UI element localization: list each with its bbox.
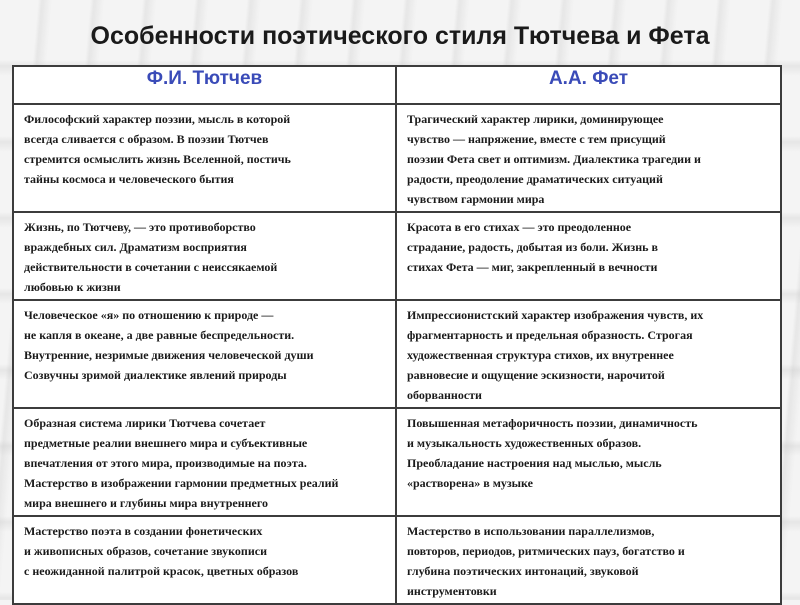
cell-line: Мастерство в использовании параллелизмов, [407, 524, 655, 538]
cell-line: с неожиданной палитрой красок, цветных образов [24, 564, 299, 578]
cell-line: действительности в сочетании с неиссякаемой [24, 260, 278, 274]
table-row [13, 212, 781, 300]
column-header-fet: А.А. Фет [396, 66, 781, 104]
table-row [13, 516, 781, 604]
cell-line: Образная система лирики Тютчева сочетает [24, 416, 266, 430]
cell-line: не капля в океане, а две равные беспредельности. [24, 328, 295, 342]
cell-line: стихах Фета — миг, закрепленный в вечности [407, 260, 658, 274]
cell-line: Преобладание настроения над мыслью, мысль [407, 456, 662, 470]
cell-line: тайны космоса и человеческого бытия [24, 172, 234, 186]
cell-line: глубина поэтических интонаций, звуковой [407, 564, 639, 578]
cell-line: чувством гармонии мира [407, 192, 545, 206]
tyutchev-cell [13, 516, 396, 604]
tyutchev-cell [13, 300, 396, 408]
table-row [13, 408, 781, 516]
cell-line: Импрессионистский характер изображения чувств, их [407, 308, 704, 322]
fet-cell [396, 104, 781, 212]
cell-line: инструментовки [407, 584, 497, 598]
cell-line: и музыкальность художественных образов. [407, 436, 642, 450]
cell-line: художественная структура стихов, их внутреннее [407, 348, 674, 362]
table-row [13, 104, 781, 212]
fet-cell [396, 212, 781, 300]
fet-cell [396, 408, 781, 516]
fet-cell [396, 516, 781, 604]
cell-line: Мастерство в изображении гармонии предметных реалий [24, 476, 339, 490]
cell-line: повторов, периодов, ритмических пауз, богатство и [407, 544, 685, 558]
cell-line: чувство — напряжение, вместе с тем присущий [407, 132, 666, 146]
cell-line: оборванности [407, 388, 482, 402]
tyutchev-cell [13, 104, 396, 212]
cell-line: Повышенная метафоричность поэзии, динамичность [407, 416, 698, 430]
cell-line: впечатления от этого мира, производимые на поэта. [24, 456, 307, 470]
cell-line: Красота в его стихах — это преодоленное [407, 220, 632, 234]
cell-line: радости, преодоление драматических ситуаций [407, 172, 663, 186]
cell-line: поэзии Фета свет и оптимизм. Диалектика трагедии и [407, 152, 701, 166]
fet-cell [396, 300, 781, 408]
cell-line: Созвучны зримой диалектике явлений природы [24, 368, 287, 382]
cell-line: Философский характер поэзии, мысль в которой [24, 112, 291, 126]
comparison-table [12, 65, 782, 605]
cell-line: всегда сливается с образом. В поэзии Тютчев [24, 132, 269, 146]
table-row [13, 300, 781, 408]
cell-line: Человеческое «я» по отношению к природе — [24, 308, 274, 322]
cell-line: равновесие и ощущение эскизности, нарочитой [407, 368, 665, 382]
cell-line: «растворена» в музыке [407, 476, 533, 490]
tyutchev-cell [13, 408, 396, 516]
column-header-tyutchev: Ф.И. Тютчев [13, 66, 396, 104]
cell-line: Мастерство поэта в создании фонетических [24, 524, 263, 538]
page-title: Особенности поэтического стиля Тютчева и Фета [90, 22, 710, 50]
cell-line: Трагический характер лирики, доминирующее [407, 112, 664, 126]
cell-line: страдание, радость, добытая из боли. Жизнь в [407, 240, 658, 254]
cell-line: и живописных образов, сочетание звукописи [24, 544, 267, 558]
cell-line: Жизнь, по Тютчеву, — это противоборство [24, 220, 256, 234]
cell-line: мира внешнего и глубины мира внутреннего [24, 496, 269, 510]
cell-line: враждебных сил. Драматизм восприятия [24, 240, 247, 254]
cell-line: фрагментарность и предельная образность. Строгая [407, 328, 693, 342]
table-header-row [13, 66, 781, 104]
cell-line: Внутренние, незримые движения человеческой души [24, 348, 314, 362]
cell-line: любовью к жизни [24, 280, 121, 294]
cell-line: предметные реалии внешнего мира и субъективные [24, 436, 308, 450]
tyutchev-cell [13, 212, 396, 300]
cell-line: стремится осмыслить жизнь Вселенной, постичь [24, 152, 291, 166]
